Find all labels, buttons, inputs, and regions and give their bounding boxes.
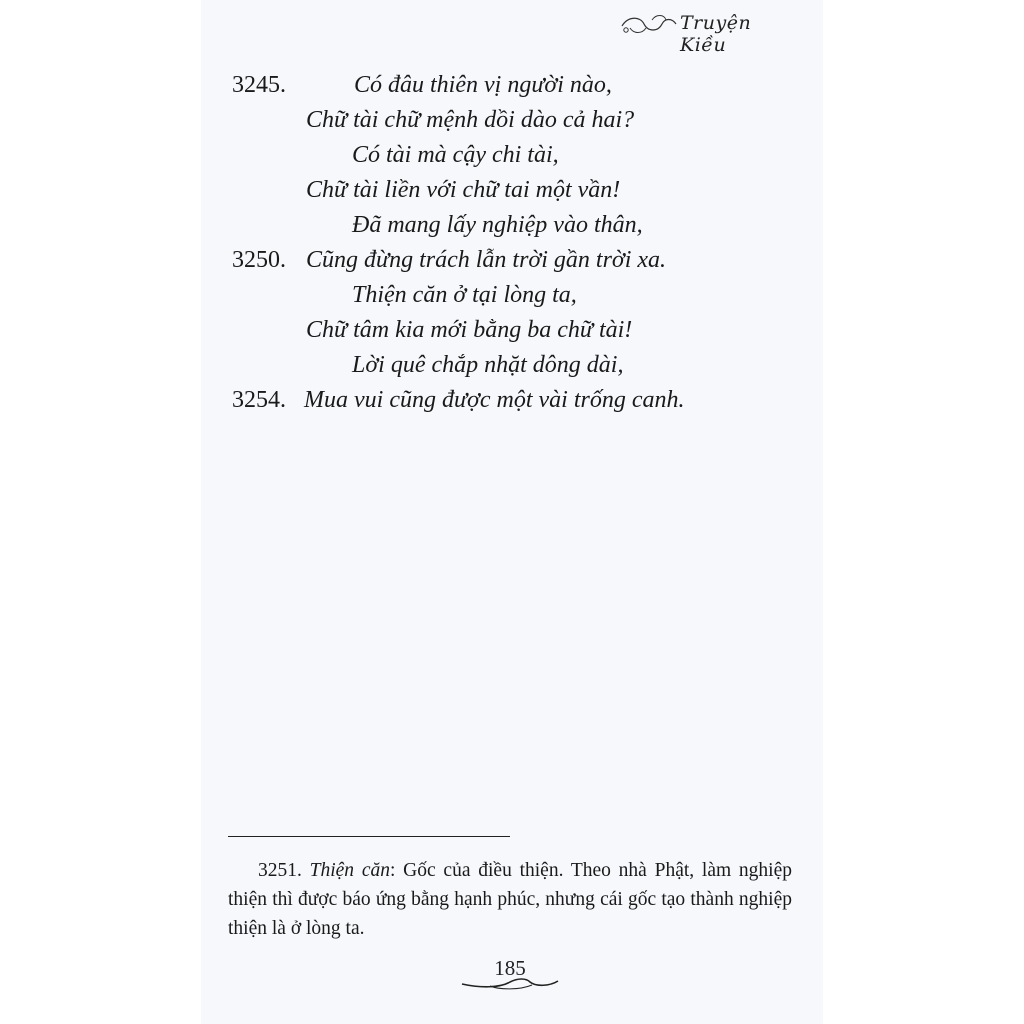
verse-text: Lời quê chắp nhặt dông dài, bbox=[352, 352, 624, 378]
verse-line bbox=[0, 317, 1024, 347]
poem-block bbox=[0, 0, 1024, 440]
verse-line bbox=[0, 107, 1024, 137]
footnote bbox=[228, 856, 792, 943]
swash-ornament-icon bbox=[460, 976, 560, 990]
book-title: Truyện Kiều bbox=[680, 12, 752, 56]
verse-text: Chữ tài liền với chữ tai một vần! bbox=[306, 177, 621, 203]
verse-text: Chữ tâm kia mới bằng ba chữ tài! bbox=[306, 317, 633, 343]
verse-text: Đã mang lấy nghiệp vào thân, bbox=[352, 212, 643, 238]
verse-line bbox=[0, 212, 1024, 242]
verse-line bbox=[0, 142, 1024, 172]
footnote-ref: 3251. bbox=[258, 860, 302, 881]
verse-text: Thiện căn ở tại lòng ta, bbox=[352, 282, 577, 308]
verse-text: Có tài mà cậy chi tài, bbox=[352, 142, 559, 168]
verse-number: 3245. bbox=[232, 72, 286, 98]
verse-text: Chữ tài chữ mệnh dồi dào cả hai? bbox=[306, 107, 635, 133]
verse-text: Có đâu thiên vị người nào, bbox=[354, 72, 612, 98]
verse-number: 3254. bbox=[232, 387, 286, 413]
verse-text: Cũng đừng trách lẫn trời gần trời xa. bbox=[306, 247, 667, 273]
footnote-divider bbox=[228, 836, 510, 837]
verse-line bbox=[0, 387, 1024, 417]
verse-line bbox=[0, 282, 1024, 312]
verse-line bbox=[0, 72, 1024, 102]
page-number: 185 bbox=[494, 956, 526, 980]
verse-line bbox=[0, 177, 1024, 207]
footnote-term: Thiện căn bbox=[309, 860, 390, 881]
footnote-body: : Gốc của điều thiện. Theo nhà Phật, làm nghiệp thiện thì được báo ứng bằng hạnh phúc, nhưng cái gốc tạo thành nghiệp thiện là ở lòng ta. bbox=[228, 860, 792, 939]
verse-line bbox=[0, 352, 1024, 382]
verse-number: 3250. bbox=[232, 247, 286, 273]
verse-text: Mua vui cũng được một vài trống canh. bbox=[304, 387, 685, 413]
verse-line bbox=[0, 247, 1024, 277]
page-folio bbox=[440, 956, 580, 996]
